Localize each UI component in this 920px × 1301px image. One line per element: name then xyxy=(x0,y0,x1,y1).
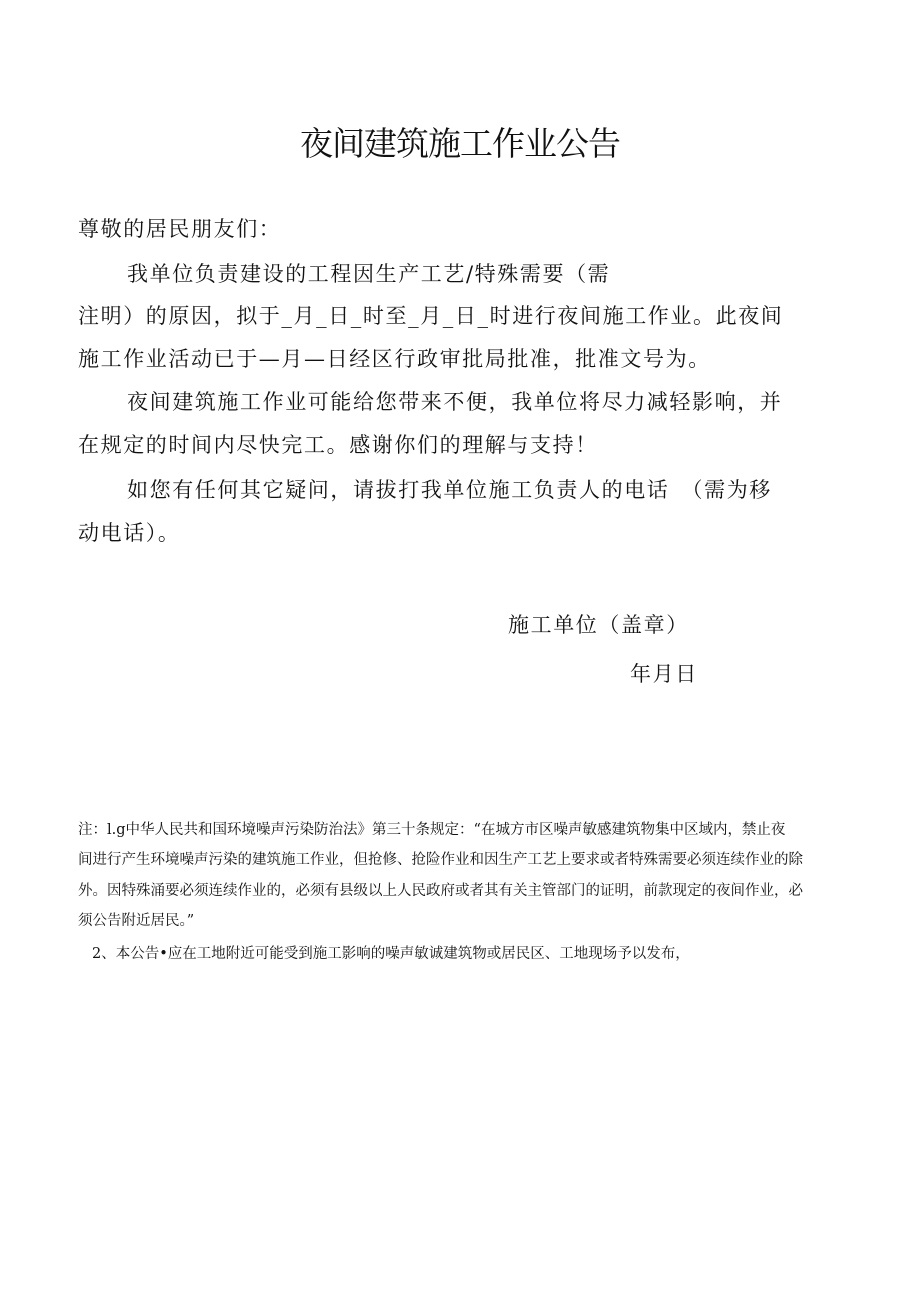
paragraph-3-line-2: 动电话）。 xyxy=(78,521,181,545)
page-title: 夜间建筑施工作业公告 xyxy=(300,124,620,163)
note-1-line-3: 外。因特殊涌要必须连续作业的，必须有县级以上人民政府或者其有关主管部门的证明，前款现定的夜间作业，必 xyxy=(78,883,803,899)
note-1-line-2: 间进行产生环境噪声污染的建筑施工作业，但抢修、抢险作业和因生产工艺上要求或者特殊需要必须连续作业的除 xyxy=(78,852,803,868)
paragraph-1-line-2: 注明）的原因，拟于_月_日_时至_月_日_时进行夜间施工作业。此夜间 xyxy=(78,304,784,328)
paragraph-1-line-1: 我单位负责建设的工程因生产工艺/特殊需要（需 xyxy=(127,262,611,286)
greeting: 尊敬的居民朋友们： xyxy=(78,217,282,241)
paragraph-3-line-1: 如您有任何其它疑问，请拔打我单位施工负责人的电话 （需为移 xyxy=(127,478,772,502)
paragraph-2-line-2: 在规定的时间内尽快完工。感谢你们的理解与支持！ xyxy=(78,433,598,457)
paragraph-2-line-1: 夜间建筑施工作业可能给您带来不便，我单位将尽力减轻影响，并 xyxy=(127,390,783,414)
paragraph-1-line-3: 施工作业活动已于—月—日经区行政审批局批准，批准文号为。 xyxy=(78,347,711,371)
note-1-line-4: 须公告附近居民。” xyxy=(78,913,195,929)
signature-date: 年月日 xyxy=(630,662,698,686)
note-1-line-1: 注：l.g中华人民共和国环境噪声污染防治法》第三十条规定：“在城方市区噪声敏感建筑物集中区域内，禁止夜 xyxy=(78,822,786,838)
signature-unit: 施工单位（盖章） xyxy=(508,613,689,637)
note-2: 2、本公告•应在工地附近可能受到施工影响的噪声敏诚建筑物或居民区、工地现场予以发布， xyxy=(92,946,690,962)
